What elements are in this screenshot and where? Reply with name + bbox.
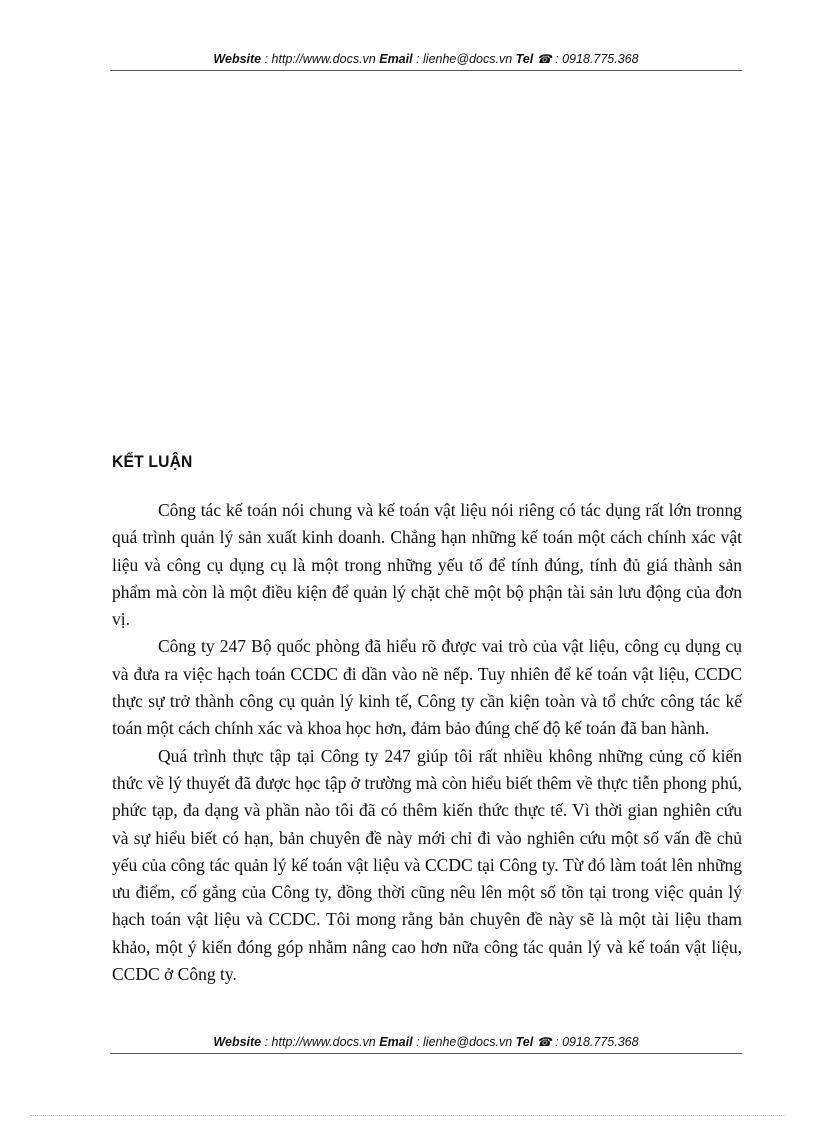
paragraph: Công tác kế toán nói chung và kế toán vật liệu nói riêng có tác dụng rất lớn tronng quá trình quản lý sản xuất kinh doanh. Chẳng hạn những kế toán một cách chính xác vật liệu và công cụ dụng cụ là một trong những yếu tố để tính đúng, tính đủ giá thành sản phẩm mà còn là một điều kiện để quản lý chặt chẽ một bộ phận tài sản lưu động của đơn vị. [112, 500, 742, 630]
footer-tel-label: Tel [515, 1035, 534, 1049]
header-rule [110, 70, 742, 71]
page-edge-divider [30, 1115, 786, 1116]
page-title: KẾT LUẬN [112, 452, 193, 471]
page-footer [110, 1035, 742, 1049]
page-header [110, 52, 742, 66]
footer-rule [110, 1053, 742, 1054]
document-body [112, 497, 742, 988]
footer-email-value[interactable]: : lienhe@docs.vn [412, 1035, 516, 1049]
paragraph: Công ty 247 Bộ quốc phòng đã hiểu rõ được vai trò của vật liệu, công cụ dụng cụ và đưa ra việc hạch toán CCDC đi dần vào nề nếp. Tuy nhiên để kế toán vật liệu, CCDC thực sự trở thành công cụ quản lý kinh tế, Công ty cần kiện toàn và tổ chức công tác kế toán một cách chính xác và khoa học hơn, đảm bảo đúng chế độ kế toán đã ban hành. [112, 636, 742, 739]
header-tel-value: : 0918.775.368 [551, 52, 639, 66]
header-email-label: Email [379, 52, 413, 66]
footer-website-label: Website [213, 1035, 262, 1049]
header-email-value[interactable]: : lienhe@docs.vn [412, 52, 516, 66]
telephone-icon: ☎ [536, 52, 552, 66]
header-website-label: Website [213, 52, 262, 66]
footer-website-value[interactable]: : http://www.docs.vn [261, 1035, 380, 1049]
telephone-icon: ☎ [536, 1035, 552, 1049]
paragraph: Quá trình thực tập tại Công ty 247 giúp tôi rất nhiều không những củng cố kiến thức về lý thuyết đã được học tập ở trường mà còn hiểu biết thêm về thực tiễn phong phú, phức tạp, đa dạng và phần nào tôi đã có thêm kiến thức thực tế. Vì thời gian nghiên cứu và sự hiểu biết có hạn, bản chuyên đề này mới chỉ đi vào nghiên cứu một số vấn đề chủ yếu của công tác quản lý kế toán vật liệu và CCDC tại Công ty. Từ đó làm toát lên những ưu điểm, cố gắng của Công ty, đồng thời cũng nêu lên một số tồn tại trong việc quản lý hạch toán vật liệu và CCDC. Tôi mong rằng bản chuyên đề này sẽ là một tài liệu tham khảo, một ý kiến đóng góp nhằm nâng cao hơn nữa công tác quản lý và kế toán vật liệu, CCDC ở Công ty. [112, 745, 742, 985]
footer-tel-value: : 0918.775.368 [551, 1035, 639, 1049]
footer-email-label: Email [379, 1035, 413, 1049]
header-tel-label: Tel [515, 52, 534, 66]
header-website-value[interactable]: : http://www.docs.vn [261, 52, 380, 66]
